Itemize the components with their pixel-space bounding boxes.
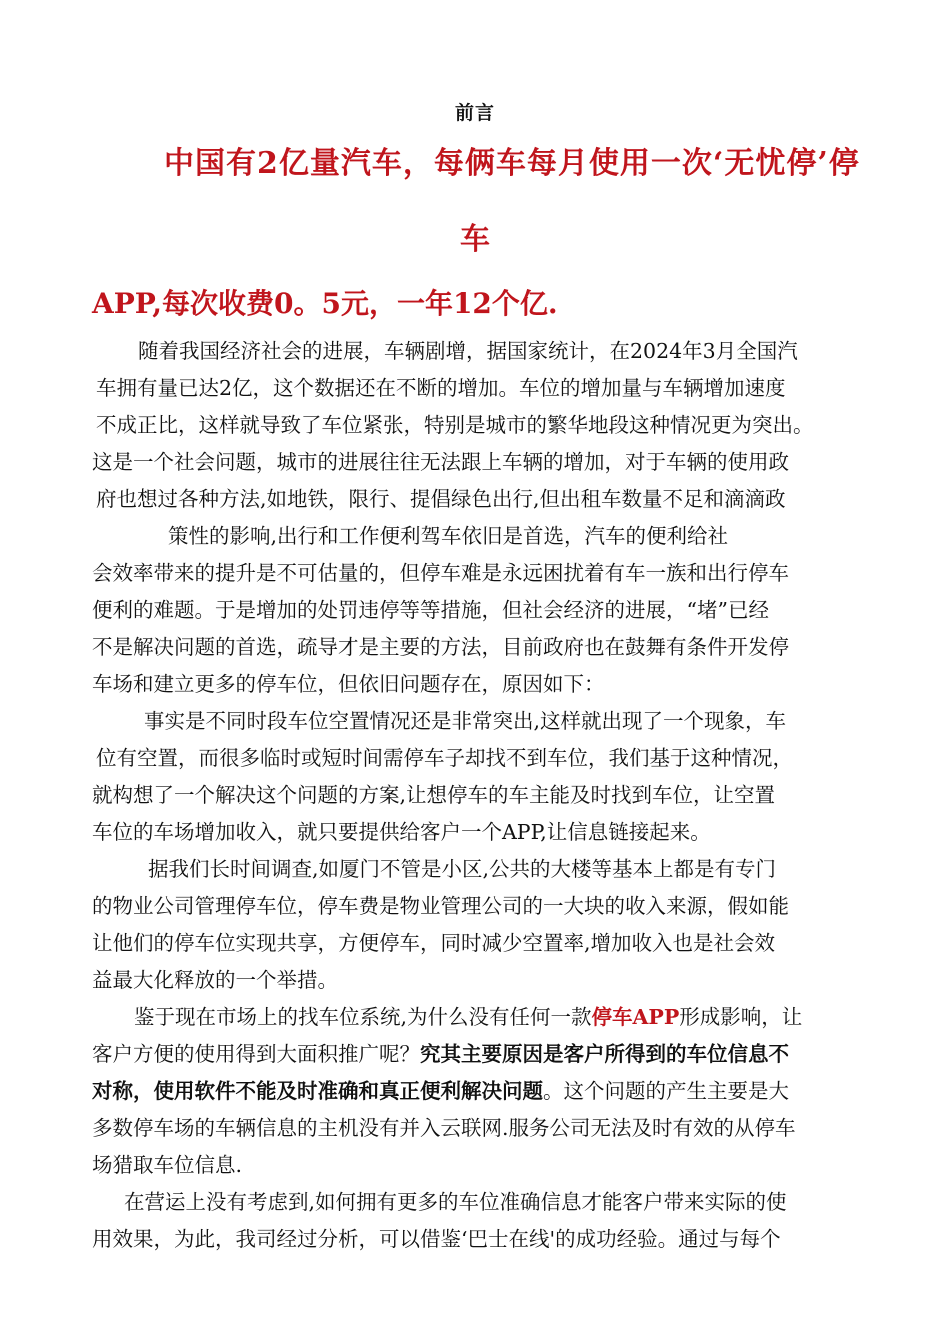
body-line: 车拥有量已达2亿，这个数据还在不断的增加。车位的增加量与车辆增加速度 xyxy=(96,376,786,400)
body-line: 多数停车场的车辆信息的主机没有并入云联网.服务公司无法及时有效的从停车 xyxy=(92,1116,796,1140)
body-line: 便利的难题。于是增加的处罚违停等等措施，但社会经济的进展，“堵”已经 xyxy=(92,598,769,622)
body-line: 不成正比，这样就导致了车位紧张，特别是城市的繁华地段这种情况更为突出。 xyxy=(96,413,814,437)
market-text-before: 鉴于现在市场上的找车位系统,为什么没有任何一款 xyxy=(134,1005,592,1029)
body-line: 据我们长时间调查,如厦门不管是小区,公共的大楼等基本上都是有专门 xyxy=(148,857,777,881)
body-line: 就构想了一个解决这个问题的方案,让想停车的车主能及时找到车位，让空置 xyxy=(92,783,776,807)
body-line: 策性的影响,出行和工作便利驾车依旧是首选，汽车的便利给社 xyxy=(168,524,729,548)
body-line: 这是一个社会问题，城市的进展往往无法跟上车辆的增加，对于车辆的使用政 xyxy=(92,450,789,474)
body-line: 的物业公司管理停车位，停车费是物业管理公司的一大块的收入来源，假如能 xyxy=(92,894,789,918)
body-line: 场猎取车位信息. xyxy=(92,1153,243,1177)
market-paragraph-line xyxy=(134,1007,802,1028)
plain-text: 客户方便的使用得到大面积推广呢？ xyxy=(92,1042,420,1066)
body-line: 会效率带来的提升是不可估量的，但停车难是永远困扰着有车一族和出行停车 xyxy=(92,561,789,585)
preface-title: 前言 xyxy=(454,102,495,124)
body-line: 位有空置，而很多临时或短时间需停车子却找不到车位，我们基于这种情况， xyxy=(96,746,793,770)
headline-line-1: 中国有2亿量汽车，每俩车每月使用一次‘无忧停’停 xyxy=(164,146,860,181)
bold-reason-text: 究其主要原因是客户所得到的车位信息不 xyxy=(420,1042,789,1066)
body-line: 车场和建立更多的停车位，但依旧问题存在，原因如下： xyxy=(92,672,605,696)
body-line: 随着我国经济社会的进展，车辆剧增，据国家统计，在2024年3月全国汽 xyxy=(138,339,798,363)
body-line: 益最大化释放的一个举措。 xyxy=(92,968,338,992)
market-paragraph-line xyxy=(92,1081,789,1102)
headline-line-2: 车 xyxy=(460,222,490,257)
body-line: 在营运上没有考虑到,如何拥有更多的车位准确信息才能客户带来实际的使 xyxy=(124,1190,787,1214)
body-line: 用效果，为此，我司经过分析，可以借鉴‘巴士在线'的成功经验。通过与每个 xyxy=(92,1227,781,1251)
plain-text: 。这个问题的产生主要是大 xyxy=(543,1079,789,1103)
body-line: 事实是不同时段车位空置情况还是非常突出,这样就出现了一个现象，车 xyxy=(144,709,787,733)
body-line: 让他们的停车位实现共享，方便停车，同时减少空置率,增加收入也是社会效 xyxy=(92,931,776,955)
body-line: 不是解决问题的首选，疏导才是主要的方法，目前政府也在鼓舞有条件开发停 xyxy=(92,635,789,659)
bold-reason-text: 对称，使用软件不能及时准确和真正便利解决问题 xyxy=(92,1079,543,1103)
market-text-after: 形成影响，让 xyxy=(679,1005,803,1029)
body-line: 府也想过各种方法,如地铁，限行、提倡绿色出行,但出租车数量不足和滴滴政 xyxy=(96,487,786,511)
body-line: 车位的车场增加收入，就只要提供给客户一个APP,让信息链接起来。 xyxy=(92,820,711,844)
market-paragraph-line xyxy=(92,1044,789,1065)
headline-line-3: APP,每次收费0。5元，一年12个亿. xyxy=(92,287,558,320)
highlight-parking-app: 停车APP xyxy=(591,1005,680,1029)
